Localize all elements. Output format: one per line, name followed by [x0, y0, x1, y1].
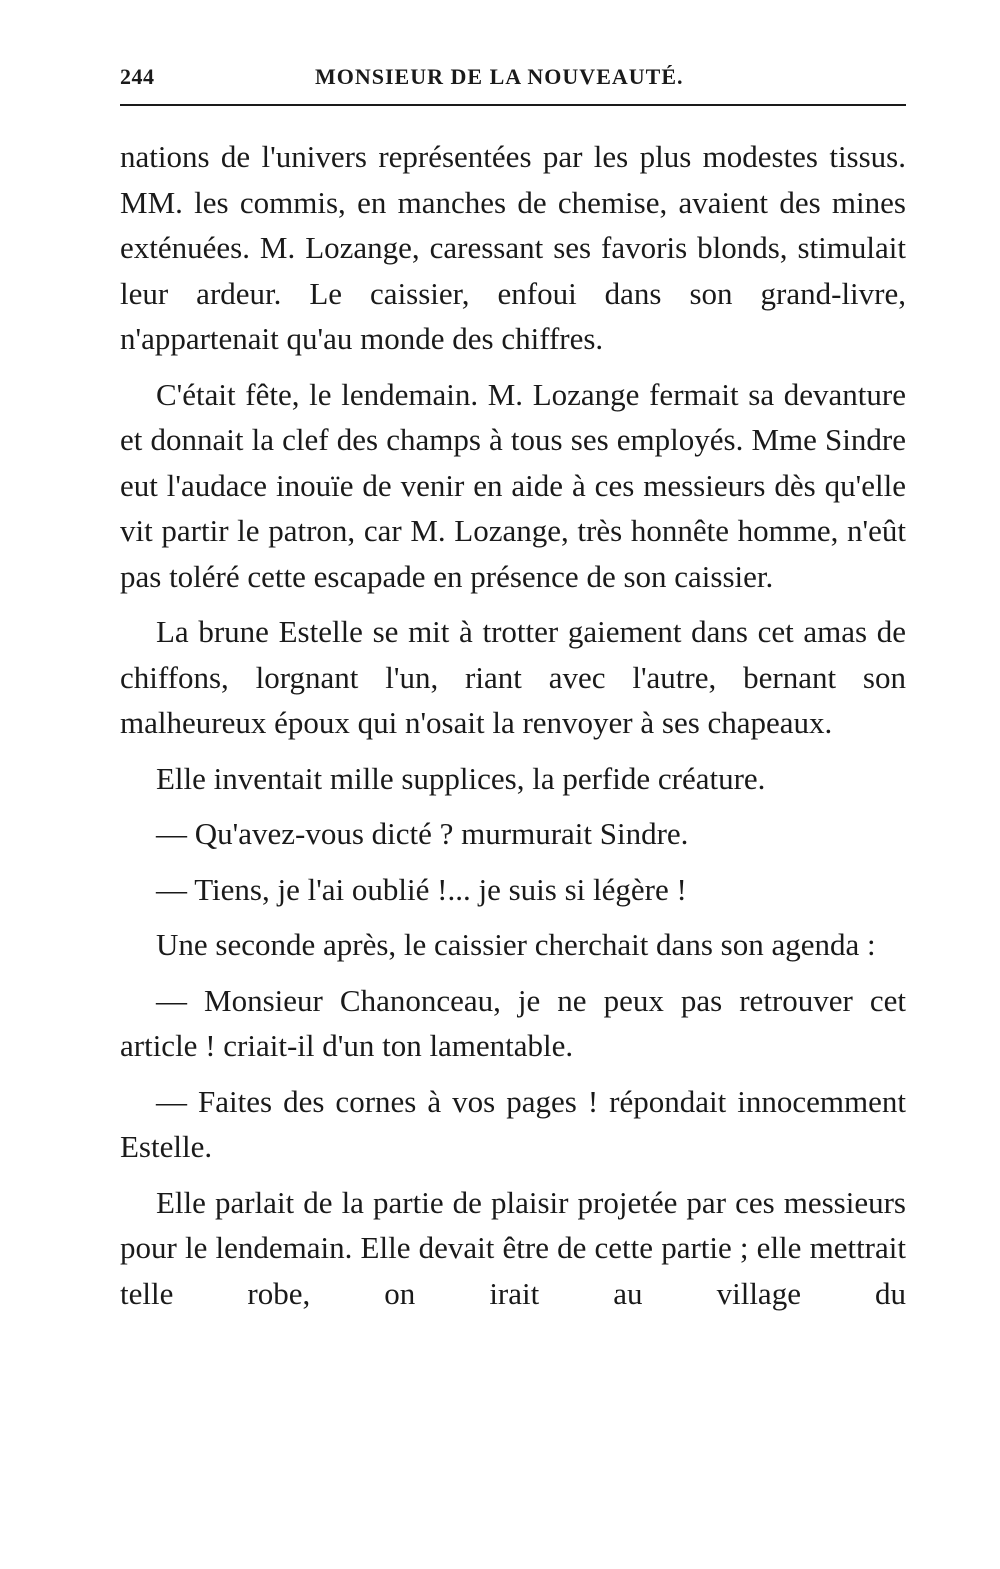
paragraph: Elle parlait de la partie de plaisir projetée par ces messieurs pour le lendemain. Elle devait être de cette partie ; elle mettrait telle robe, on irait au village du — [120, 1184, 906, 1311]
page-number: 244 — [120, 64, 155, 89]
dialogue-line: — Monsieur Chanonceau, je ne peux pas retrouver cet article ! criait-il d'un ton lamentable. — [120, 982, 906, 1063]
dialogue-line: — Tiens, je l'ai oublié !... je suis si légère ! — [156, 871, 687, 907]
paragraph: Elle inventait mille supplices, la perfide créature. — [156, 760, 766, 796]
paragraph: Une seconde après, le caissier cherchait dans son agenda : — [156, 927, 876, 962]
paragraph: La brune Estelle se mit à trotter gaiement dans cet amas de chiffons, lorgnant l'un, riant avec l'autre, bernant son malheureux époux qui n'osait la renvoyer à ses chapeaux. — [120, 614, 906, 740]
header-rule — [120, 104, 906, 106]
paragraph: nations de l'univers représentées par les plus modestes tissus. MM. les commis, en manches de chemise, avaient des mines exténuées. M. Lozange, caressant ses favoris blonds, stimulait leur ardeur. Le caissier, enfoui dans son grand-livre, n'appartenait qu'au monde des chiffres. — [120, 139, 906, 356]
dialogue-line: — Faites des cornes à vos pages ! répondait innocemment Estelle. — [120, 1083, 906, 1164]
paragraph: C'était fête, le lendemain. M. Lozange fermait sa devanture et donnait la clef des champs à tous ses employés. Mme Sindre eut l'audace inouïe de venir en aide à ces messieurs dès qu'elle vit partir le patron, car M. Lozange, très honnête homme, n'eût pas toléré cette escapade en présence de son caissier. — [120, 376, 906, 594]
book-page — [120, 56, 906, 1311]
dialogue-line: — Qu'avez-vous dicté ? murmurait Sindre. — [156, 816, 689, 851]
page-header — [120, 56, 906, 100]
running-head: MONSIEUR DE LA NOUVEAUTÉ. — [315, 64, 684, 89]
body-text — [120, 134, 906, 1326]
